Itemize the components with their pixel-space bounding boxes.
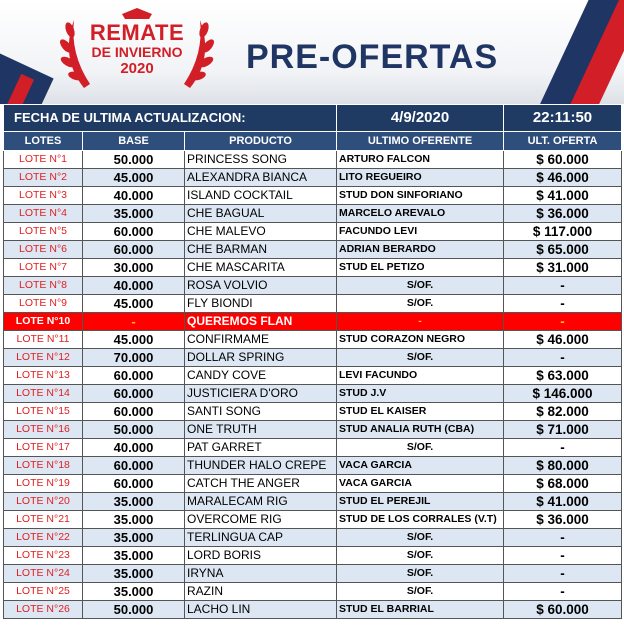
table-row (4, 187, 622, 205)
table-row (4, 205, 622, 223)
oferta-cell: - (504, 277, 622, 295)
oferta-cell: $ 41.000 (504, 493, 622, 511)
oferta-cell: $ 65.000 (504, 241, 622, 259)
col-header-oferente: ULTIMO OFERENTE (337, 132, 504, 151)
base-cell: 50.000 (83, 151, 185, 169)
lote-cell: LOTE N°2 (4, 169, 83, 187)
base-cell: 60.000 (83, 385, 185, 403)
oferta-cell: $ 68.000 (504, 475, 622, 493)
oferta-cell: $ 36.000 (504, 511, 622, 529)
lote-cell: LOTE N°9 (4, 295, 83, 313)
producto-cell: RAZIN (185, 583, 337, 601)
base-cell: 35.000 (83, 511, 185, 529)
oferente-cell: S/OF. (337, 439, 504, 457)
oferta-cell: $ 41.000 (504, 187, 622, 205)
base-cell: 50.000 (83, 421, 185, 439)
table-row (4, 367, 622, 385)
lote-cell: LOTE N°15 (4, 403, 83, 421)
lote-cell: LOTE N°5 (4, 223, 83, 241)
oferta-cell: $ 82.000 (504, 403, 622, 421)
producto-cell: ISLAND COCKTAIL (185, 187, 337, 205)
oferente-cell: STUD EL PEREJIL (337, 493, 504, 511)
table-row (4, 511, 622, 529)
table-row (4, 403, 622, 421)
table-row (4, 169, 622, 187)
col-header-producto: PRODUCTO (185, 132, 337, 151)
producto-cell: IRYNA (185, 565, 337, 583)
lote-cell: LOTE N°16 (4, 421, 83, 439)
page-title: PRE-OFERTAS (246, 38, 499, 76)
oferta-cell: $ 146.000 (504, 385, 622, 403)
base-cell: 30.000 (83, 259, 185, 277)
oferente-cell: STUD DE LOS CORRALES (V.T) (337, 511, 504, 529)
lote-cell: LOTE N°25 (4, 583, 83, 601)
lote-cell: LOTE N°11 (4, 331, 83, 349)
logo-remate: REMATE (89, 20, 185, 45)
producto-cell: DOLLAR SPRING (185, 349, 337, 367)
base-cell: 35.000 (83, 205, 185, 223)
base-cell: 60.000 (83, 403, 185, 421)
table-row (4, 601, 622, 619)
base-cell: 40.000 (83, 277, 185, 295)
lote-cell: LOTE N°20 (4, 493, 83, 511)
producto-cell: CANDY COVE (185, 367, 337, 385)
lote-cell: LOTE N°18 (4, 457, 83, 475)
update-info-row (4, 105, 622, 132)
table-row (4, 475, 622, 493)
lote-cell: LOTE N°17 (4, 439, 83, 457)
producto-cell: THUNDER HALO CREPE (185, 457, 337, 475)
lote-cell: LOTE N°8 (4, 277, 83, 295)
oferta-cell: $ 46.000 (504, 331, 622, 349)
base-cell: 35.000 (83, 493, 185, 511)
base-cell: 45.000 (83, 295, 185, 313)
oferente-cell: LITO REGUEIRO (337, 169, 504, 187)
base-cell: 50.000 (83, 601, 185, 619)
table-row (4, 421, 622, 439)
base-cell: 60.000 (83, 475, 185, 493)
oferta-cell: $ 80.000 (504, 457, 622, 475)
base-cell: 45.000 (83, 169, 185, 187)
lote-cell: LOTE N°19 (4, 475, 83, 493)
col-header-base: BASE (83, 132, 185, 151)
table-row (4, 583, 622, 601)
producto-cell: CHE BAGUAL (185, 205, 337, 223)
oferente-cell: STUD ANALIA RUTH (CBA) (337, 421, 504, 439)
base-cell: 60.000 (83, 457, 185, 475)
oferente-cell: S/OF. (337, 583, 504, 601)
lote-cell: LOTE N°21 (4, 511, 83, 529)
oferente-cell: STUD CORAZON NEGRO (337, 331, 504, 349)
table-row (4, 529, 622, 547)
table-header-row (4, 132, 622, 151)
producto-cell: LORD BORIS (185, 547, 337, 565)
producto-cell: JUSTICIERA D'ORO (185, 385, 337, 403)
oferta-cell: $ 117.000 (504, 223, 622, 241)
oferta-cell: - (504, 547, 622, 565)
lote-cell: LOTE N°10 (4, 313, 83, 331)
producto-cell: CHE BARMAN (185, 241, 337, 259)
producto-cell: MARALECAM RIG (185, 493, 337, 511)
oferente-cell: S/OF. (337, 529, 504, 547)
producto-cell: SANTI SONG (185, 403, 337, 421)
oferta-cell: $ 71.000 (504, 421, 622, 439)
base-cell: 60.000 (83, 241, 185, 259)
lote-cell: LOTE N°6 (4, 241, 83, 259)
producto-cell: CATCH THE ANGER (185, 475, 337, 493)
oferta-cell: $ 36.000 (504, 205, 622, 223)
lote-cell: LOTE N°4 (4, 205, 83, 223)
table-row (4, 241, 622, 259)
oferente-cell: S/OF. (337, 547, 504, 565)
table-row (4, 259, 622, 277)
oferta-cell: - (504, 565, 622, 583)
update-time: 22:11:50 (504, 105, 622, 132)
base-cell: 60.000 (83, 223, 185, 241)
oferente-cell: STUD EL PETIZO (337, 259, 504, 277)
oferente-cell: S/OF. (337, 277, 504, 295)
table-row (4, 277, 622, 295)
producto-cell: ROSA VOLVIO (185, 277, 337, 295)
oferente-cell: FACUNDO LEVI (337, 223, 504, 241)
producto-cell: CONFIRMAME (185, 331, 337, 349)
logo-year: 2020 (120, 60, 154, 77)
producto-cell: OVERCOME RIG (185, 511, 337, 529)
lote-cell: LOTE N°22 (4, 529, 83, 547)
oferente-cell: STUD DON SINFORIANO (337, 187, 504, 205)
table-row (4, 439, 622, 457)
banner (0, 0, 624, 104)
oferta-cell: - (504, 349, 622, 367)
logo-de-invierno: DE INVIERNO (91, 44, 183, 60)
lote-cell: LOTE N°26 (4, 601, 83, 619)
lote-cell: LOTE N°7 (4, 259, 83, 277)
update-date: 4/9/2020 (337, 105, 504, 132)
table-row (4, 385, 622, 403)
producto-cell: PRINCESS SONG (185, 151, 337, 169)
table-row (4, 493, 622, 511)
producto-cell: FLY BIONDI (185, 295, 337, 313)
base-cell: 40.000 (83, 439, 185, 457)
oferta-cell: $ 31.000 (504, 259, 622, 277)
table-row (4, 313, 622, 331)
lote-cell: LOTE N°24 (4, 565, 83, 583)
oferente-cell: - (337, 313, 504, 331)
update-label: FECHA DE ULTIMA ACTUALIZACION: (4, 105, 337, 132)
base-cell: 35.000 (83, 565, 185, 583)
oferta-cell: - (504, 583, 622, 601)
offers-table (3, 104, 622, 619)
lote-cell: LOTE N°13 (4, 367, 83, 385)
oferente-cell: LEVI FACUNDO (337, 367, 504, 385)
oferta-cell: $ 60.000 (504, 151, 622, 169)
oferta-cell: $ 60.000 (504, 601, 622, 619)
oferta-cell: - (504, 439, 622, 457)
oferente-cell: STUD EL BARRIAL (337, 601, 504, 619)
oferente-cell: S/OF. (337, 349, 504, 367)
base-cell: 35.000 (83, 583, 185, 601)
producto-cell: ONE TRUTH (185, 421, 337, 439)
oferente-cell: S/OF. (337, 565, 504, 583)
oferta-cell: $ 63.000 (504, 367, 622, 385)
table-row (4, 331, 622, 349)
table-row (4, 295, 622, 313)
oferente-cell: S/OF. (337, 295, 504, 313)
oferente-cell: MARCELO AREVALO (337, 205, 504, 223)
base-cell: 35.000 (83, 547, 185, 565)
producto-cell: LACHO LIN (185, 601, 337, 619)
base-cell: 35.000 (83, 529, 185, 547)
oferente-cell: ADRIAN BERARDO (337, 241, 504, 259)
lote-cell: LOTE N°1 (4, 151, 83, 169)
oferente-cell: STUD EL KAISER (337, 403, 504, 421)
oferta-cell: - (504, 529, 622, 547)
table-row (4, 151, 622, 169)
table-row (4, 547, 622, 565)
base-cell: 60.000 (83, 367, 185, 385)
base-cell: - (83, 313, 185, 331)
producto-cell: TERLINGUA CAP (185, 529, 337, 547)
oferta-cell: $ 46.000 (504, 169, 622, 187)
producto-cell: CHE MASCARITA (185, 259, 337, 277)
table-row (4, 457, 622, 475)
col-header-oferta: ULT. OFERTA (504, 132, 622, 151)
oferente-cell: VACA GARCIA (337, 457, 504, 475)
lote-cell: LOTE N°12 (4, 349, 83, 367)
oferente-cell: STUD J.V (337, 385, 504, 403)
base-cell: 70.000 (83, 349, 185, 367)
base-cell: 45.000 (83, 331, 185, 349)
oferente-cell: ARTURO FALCON (337, 151, 504, 169)
lote-cell: LOTE N°3 (4, 187, 83, 205)
col-header-lotes: LOTES (4, 132, 83, 151)
producto-cell: QUEREMOS FLAN (185, 313, 337, 331)
oferta-cell: - (504, 295, 622, 313)
producto-cell: ALEXANDRA BIANCA (185, 169, 337, 187)
table-row (4, 223, 622, 241)
base-cell: 40.000 (83, 187, 185, 205)
lote-cell: LOTE N°14 (4, 385, 83, 403)
table-row (4, 349, 622, 367)
producto-cell: PAT GARRET (185, 439, 337, 457)
oferente-cell: VACA GARCIA (337, 475, 504, 493)
producto-cell: CHE MALEVO (185, 223, 337, 241)
oferta-cell: - (504, 313, 622, 331)
table-row (4, 565, 622, 583)
lote-cell: LOTE N°23 (4, 547, 83, 565)
